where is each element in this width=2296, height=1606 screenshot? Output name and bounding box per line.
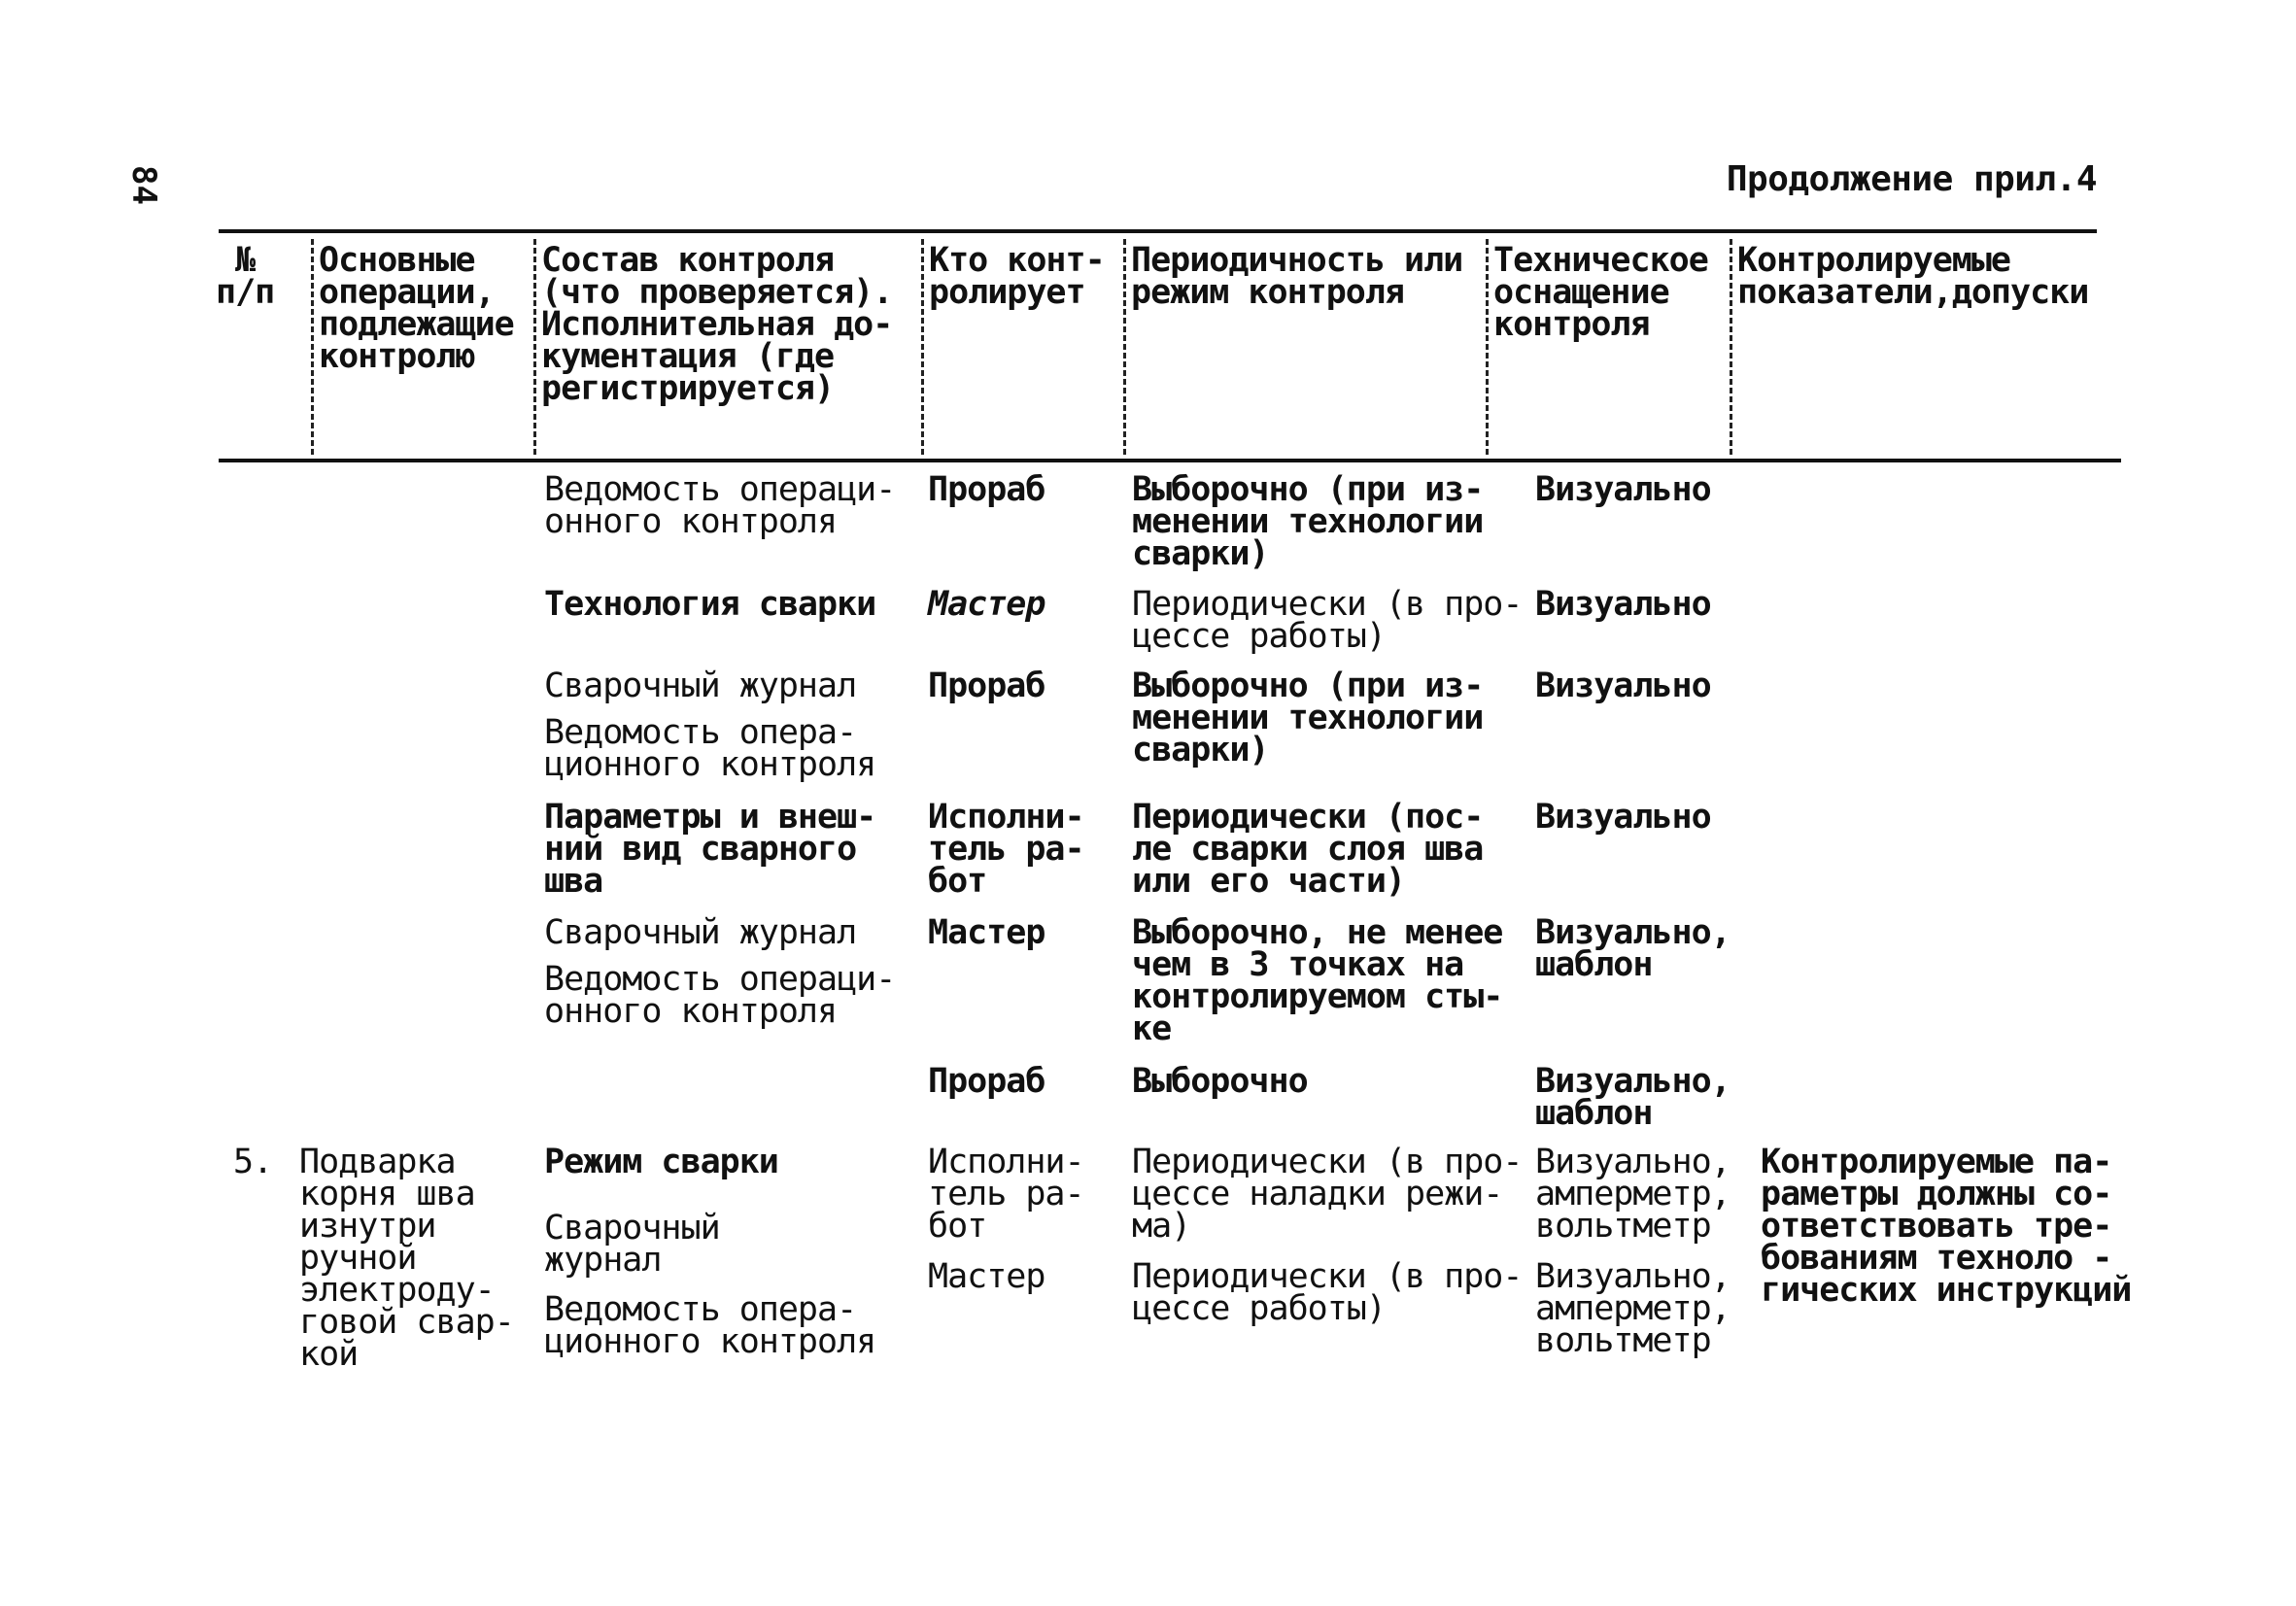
r2-who: Мастер	[928, 585, 1045, 624]
r3-equipment: Визуально	[1535, 666, 1711, 705]
r3-composition-journal: Сварочный журнал	[544, 666, 857, 705]
r4-who: Исполни- тель ра- бот	[928, 798, 1084, 901]
header-periodicity: Периодичность или режим контроля	[1131, 241, 1463, 312]
r3-composition-statement: Ведомость опера- ционного контроля	[544, 713, 876, 784]
table-top-rule	[219, 229, 2097, 233]
column-separator	[311, 239, 314, 455]
r7-periodicity-setup: Периодически (в про- цессе наладки режи- ма)	[1132, 1143, 1523, 1246]
r5-composition-statement: Ведомость операци- онного контроля	[544, 960, 896, 1031]
r5-who: Мастер	[928, 913, 1045, 952]
r7-composition-journal: Сварочный журнал	[544, 1209, 720, 1280]
r2-equipment: Визуально	[1535, 585, 1711, 624]
table-header-rule	[219, 459, 2121, 462]
r7-periodicity-work: Периодически (в про- цессе работы)	[1132, 1257, 1523, 1328]
r7-who-master: Мастер	[928, 1257, 1045, 1296]
r1-equipment: Визуально	[1535, 470, 1711, 509]
column-separator	[1730, 239, 1732, 455]
column-separator	[1123, 239, 1126, 455]
r1-who: Прораб	[928, 470, 1045, 509]
r4-periodicity: Периодически (пос- ле сварки слоя шва или его части)	[1132, 798, 1484, 901]
r6-equipment: Визуально, шаблон	[1535, 1062, 1731, 1133]
r3-periodicity: Выборочно (при из- менении технологии сварки)	[1132, 666, 1484, 769]
header-operations: Основные операции, подлежащие контролю	[319, 241, 514, 376]
r4-composition: Параметры и внеш- ний вид сварного шва	[544, 798, 876, 901]
r5-composition-journal: Сварочный журнал	[544, 913, 857, 952]
page-number: 84	[124, 165, 163, 205]
r7-operation: Подварка корня шва изнутри ручной электроду- говой свар- кой	[299, 1143, 514, 1374]
r2-composition: Технология сварки	[544, 585, 876, 624]
column-separator	[533, 239, 536, 455]
header-equipment: Техническое оснащение контроля	[1493, 241, 1708, 344]
r5-equipment: Визуально, шаблон	[1535, 913, 1731, 984]
header-num: № п/п	[216, 241, 275, 312]
r7-num: 5.	[233, 1143, 273, 1181]
continuation-label: Продолжение прил.4	[1726, 159, 2097, 199]
r1-periodicity: Выборочно (при из- менении технологии сварки)	[1132, 470, 1484, 573]
r6-periodicity: Выборочно	[1132, 1062, 1308, 1101]
header-who: Кто конт- ролирует	[929, 241, 1105, 312]
r7-who-performer: Исполни- тель ра- бот	[928, 1143, 1084, 1246]
r1-composition: Ведомость операци- онного контроля	[544, 470, 896, 541]
column-separator	[921, 239, 924, 455]
r7-composition-mode: Режим сварки	[544, 1143, 778, 1181]
r3-who: Прораб	[928, 666, 1045, 705]
column-separator	[1486, 239, 1489, 455]
r6-who: Прораб	[928, 1062, 1045, 1101]
r4-equipment: Визуально	[1535, 798, 1711, 837]
r2-periodicity: Периодически (в про- цессе работы)	[1132, 585, 1523, 656]
r7-equipment-work: Визуально, амперметр, вольтметр	[1535, 1257, 1731, 1360]
r7-parameters: Контролируемые па- раметры должны со- ответствовать тре- бованиям техноло - гических инструкций	[1761, 1143, 2132, 1310]
header-composition: Состав контроля (что проверяется). Исполнительная до- кументация (где регистрируется)	[541, 241, 893, 408]
header-parameters: Контролируемые показатели,допуски	[1737, 241, 2089, 312]
r7-composition-statement: Ведомость опера- ционного контроля	[544, 1290, 876, 1361]
r7-equipment-setup: Визуально, амперметр, вольтметр	[1535, 1143, 1731, 1246]
r5-periodicity: Выборочно, не менее чем в 3 точках на контролируемом сты- ке	[1132, 913, 1503, 1048]
